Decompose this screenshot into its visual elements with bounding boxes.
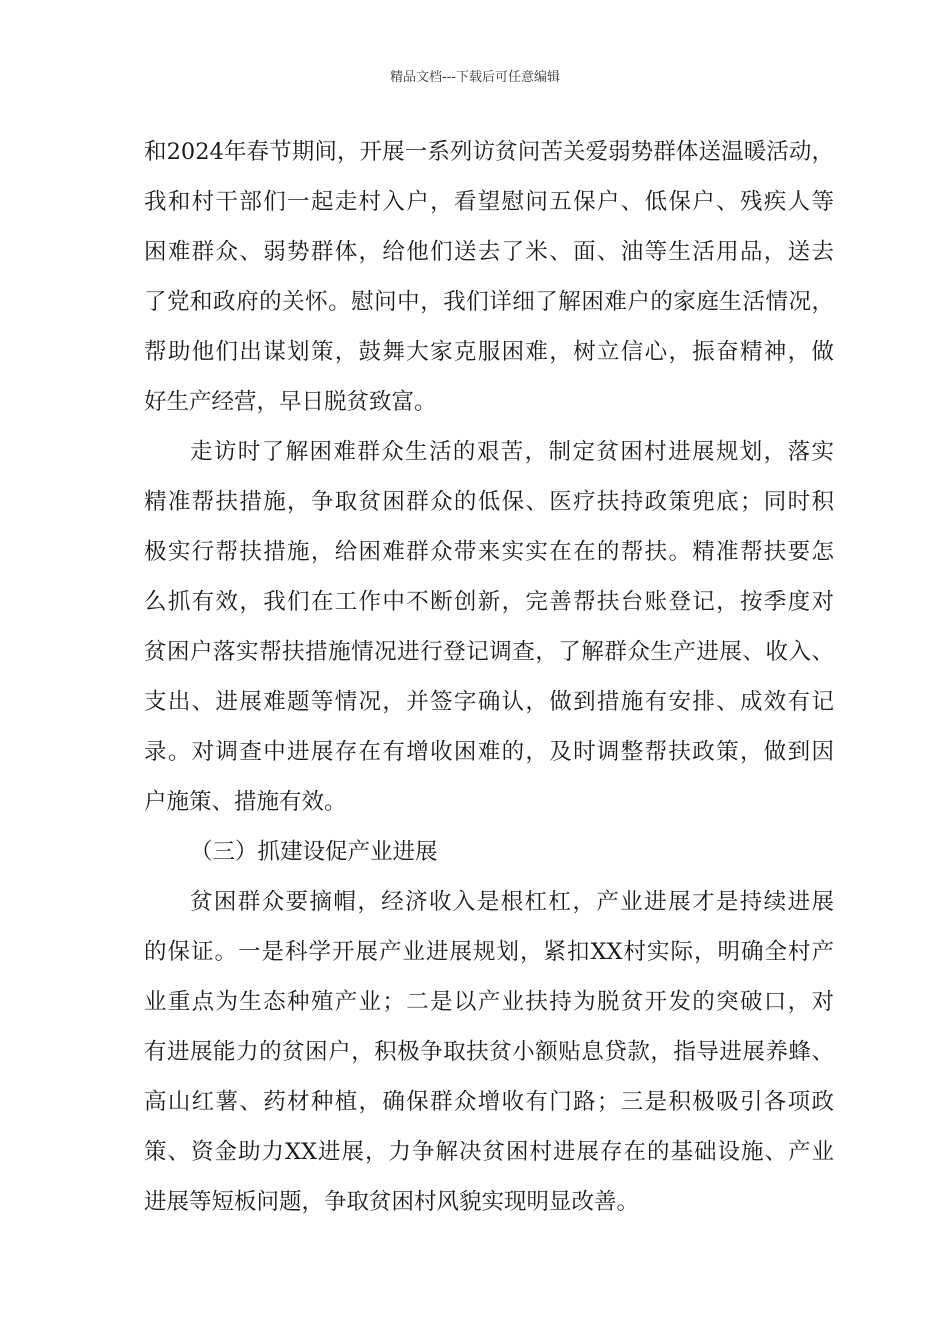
text-line: 有进展能力的贫困户，积极争取扶贫小额贴息贷款，指导进展养蜂、 (144, 1039, 834, 1065)
text-line: 的保证。一是科学开展产业进展规划，紧扣XX村实际，明确全村产 (144, 939, 834, 965)
text-line: 困难群众、弱势群体，给他们送去了米、面、油等生活用品，送去 (144, 239, 834, 265)
section-heading (144, 832, 834, 882)
text-line: 录。对调查中进展存在有增收困难的，及时调整帮扶政策，做到因 (144, 739, 834, 765)
page-header: 精品文档---下载后可任意编辑 (389, 70, 561, 85)
paragraph-1 (144, 132, 834, 432)
text-line: 好生产经营，早日脱贫致富。 (144, 389, 437, 415)
text-line: 户施策、措施有效。 (144, 789, 347, 815)
text-line: 策、资金助力XX进展，力争解决贫困村进展存在的基础设施、产业 (144, 1139, 834, 1165)
text-line: 业重点为生态种殖产业；二是以产业扶持为脱贫开发的突破口，对 (144, 989, 834, 1015)
text-line: 进展等短板问题，争取贫困村风貌实现明显改善。 (144, 1189, 640, 1215)
text-line: 走访时了解困难群众生活的艰苦，制定贫困村进展规划，落实 (190, 439, 834, 465)
text-line: 贫困群众要摘帽，经济收入是根杠杠，产业进展才是持续进展 (190, 889, 834, 915)
text-line: 极实行帮扶措施，给困难群众带来实实在在的帮扶。精准帮扶要怎 (144, 539, 834, 565)
text-line: 高山红薯、药材种植，确保群众增收有门路；三是积极吸引各项政 (144, 1089, 834, 1115)
text-line: 么抓有效，我们在工作中不断创新，完善帮扶台账登记，按季度对 (144, 589, 834, 615)
paragraph-3 (144, 882, 834, 1232)
text-line: 了党和政府的关怀。慰问中，我们详细了解困难户的家庭生活情况， (144, 289, 834, 315)
text-line: 和2024年春节期间，开展一系列访贫问苦关爱弱势群体送温暖活动， (144, 139, 834, 165)
text-line: 精准帮扶措施，争取贫困群众的低保、医疗扶持政策兜底；同时积 (144, 489, 834, 515)
text-line: 帮助他们出谋划策，鼓舞大家克服困难，树立信心，振奋精神，做 (144, 339, 834, 365)
text-line: 我和村干部们一起走村入户，看望慰问五保户、低保户、残疾人等 (144, 189, 834, 215)
paragraph-2 (144, 432, 834, 832)
text-line: 支出、进展难题等情况，并签字确认，做到措施有安排、成效有记 (144, 689, 834, 715)
document-body (144, 132, 834, 1232)
text-line: 贫困户落实帮扶措施情况进行登记调查，了解群众生产进展、收入、 (144, 639, 834, 665)
section-heading-text: （三）抓建设促产业进展 (190, 839, 438, 865)
